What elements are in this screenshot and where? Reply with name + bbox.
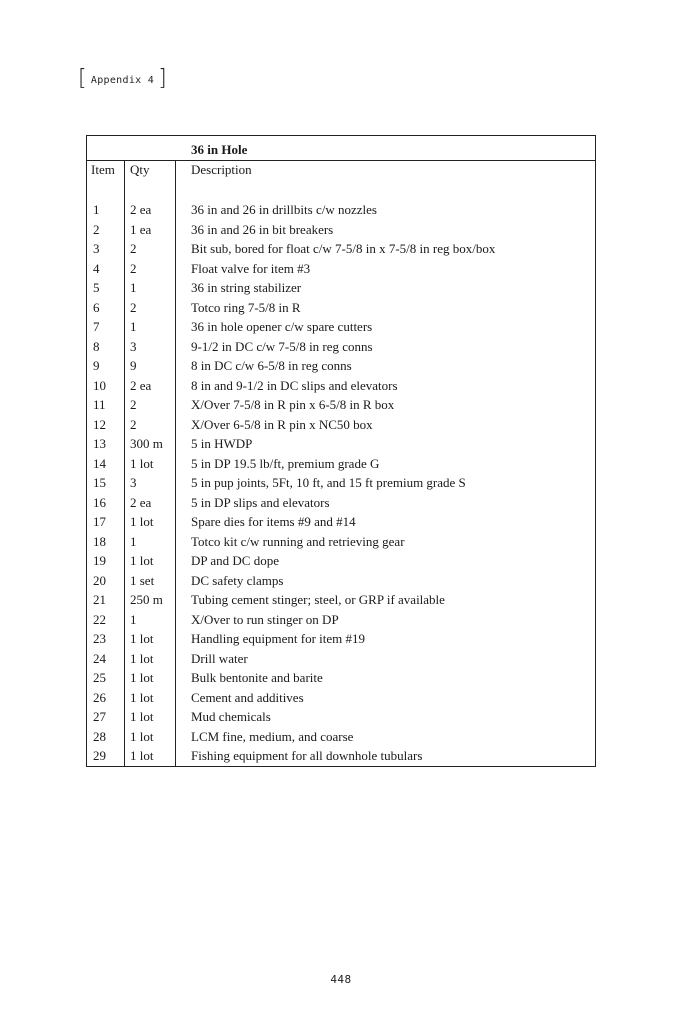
appendix-header bbox=[78, 68, 167, 90]
cell-item: 18 bbox=[93, 533, 106, 549]
table-row bbox=[87, 356, 595, 376]
cell-qty: 1 lot bbox=[130, 748, 154, 763]
cell-description: 36 in hole opener c/w spare cutters bbox=[191, 319, 373, 334]
cell-item: 22 bbox=[93, 611, 106, 627]
cell-item: 4 bbox=[93, 260, 100, 276]
table-title: 36 in Hole bbox=[191, 142, 248, 157]
cell-qty: 1 bbox=[130, 533, 137, 549]
cell-qty: 1 lot bbox=[130, 631, 154, 646]
cell-description: 5 in pup joints, 5Ft, 10 ft, and 15 ft premium grade S bbox=[191, 475, 466, 490]
cell-description: Handling equipment for item #19 bbox=[191, 631, 366, 646]
table-row bbox=[87, 434, 595, 454]
column-header-item: Item bbox=[91, 162, 115, 177]
table-row bbox=[87, 376, 595, 396]
cell-qty: 250 m bbox=[130, 592, 163, 607]
cell-qty: 1 lot bbox=[130, 553, 154, 568]
cell-item: 7 bbox=[93, 319, 100, 334]
cell-item: 13 bbox=[93, 436, 106, 451]
cell-description: 5 in DP 19.5 lb/ft, premium grade G bbox=[191, 455, 380, 471]
cell-qty: 2 bbox=[130, 260, 137, 276]
cell-item: 25 bbox=[93, 670, 106, 685]
cell-qty: 1 lot bbox=[130, 455, 154, 471]
table-row bbox=[87, 551, 595, 571]
table-row bbox=[87, 278, 595, 298]
cell-description: 36 in string stabilizer bbox=[191, 280, 302, 295]
cell-item: 28 bbox=[93, 728, 106, 744]
header-open-bracket: [ bbox=[78, 66, 87, 91]
cell-item: 17 bbox=[93, 514, 106, 529]
table-row bbox=[87, 239, 595, 259]
table-body bbox=[87, 160, 595, 766]
table-row bbox=[87, 415, 595, 435]
cell-item: 15 bbox=[93, 475, 106, 490]
table-row bbox=[87, 512, 595, 532]
cell-qty: 2 ea bbox=[130, 494, 152, 510]
cell-description: 9-1/2 in DC c/w 7-5/8 in reg conns bbox=[191, 338, 373, 354]
cell-item: 2 bbox=[93, 221, 100, 237]
cell-qty: 3 bbox=[130, 338, 137, 354]
cell-item: 16 bbox=[93, 494, 106, 510]
cell-description: DC safety clamps bbox=[191, 572, 284, 588]
cell-description: Spare dies for items #9 and #14 bbox=[191, 514, 356, 529]
cell-qty: 1 set bbox=[130, 572, 155, 588]
header-close-bracket: ] bbox=[158, 66, 167, 91]
cell-qty: 1 lot bbox=[130, 650, 154, 666]
cell-qty: 1 lot bbox=[130, 709, 154, 724]
cell-description: Cement and additives bbox=[191, 689, 304, 705]
table-rows bbox=[87, 200, 595, 766]
cell-description: Totco kit c/w running and retrieving gear bbox=[191, 533, 405, 549]
cell-description: 8 in and 9-1/2 in DC slips and elevators bbox=[191, 377, 398, 393]
table-row bbox=[87, 220, 595, 240]
cell-qty: 300 m bbox=[130, 436, 163, 451]
cell-item: 20 bbox=[93, 572, 106, 588]
page-number: 448 bbox=[330, 973, 352, 986]
cell-description: X/Over to run stinger on DP bbox=[191, 611, 339, 627]
cell-item: 19 bbox=[93, 553, 106, 568]
cell-qty: 9 bbox=[130, 358, 137, 373]
cell-qty: 1 bbox=[130, 611, 137, 627]
cell-description: Float valve for item #3 bbox=[191, 260, 311, 276]
cell-description: Totco ring 7-5/8 in R bbox=[191, 299, 301, 315]
table-row bbox=[87, 259, 595, 279]
cell-item: 1 bbox=[93, 202, 100, 217]
table-row bbox=[87, 317, 595, 337]
cell-description: Bulk bentonite and barite bbox=[191, 670, 323, 685]
table-row bbox=[87, 454, 595, 474]
cell-description: 5 in DP slips and elevators bbox=[191, 494, 330, 510]
cell-item: 29 bbox=[93, 748, 106, 763]
cell-qty: 2 bbox=[130, 397, 137, 412]
cell-description: Drill water bbox=[191, 650, 248, 666]
cell-item: 6 bbox=[93, 299, 100, 315]
table-row bbox=[87, 493, 595, 513]
cell-item: 3 bbox=[93, 241, 100, 256]
table-row bbox=[87, 649, 595, 669]
table-row bbox=[87, 532, 595, 552]
table-row bbox=[87, 610, 595, 630]
cell-description: LCM fine, medium, and coarse bbox=[191, 728, 354, 744]
cell-description: 36 in and 26 in bit breakers bbox=[191, 221, 334, 237]
cell-description: Fishing equipment for all downhole tubulars bbox=[191, 748, 423, 763]
cell-item: 5 bbox=[93, 280, 100, 295]
table-row bbox=[87, 337, 595, 357]
cell-item: 24 bbox=[93, 650, 106, 666]
table-row bbox=[87, 473, 595, 493]
table-row bbox=[87, 298, 595, 318]
table-row bbox=[87, 200, 595, 220]
table-title-row bbox=[87, 136, 595, 161]
cell-item: 23 bbox=[93, 631, 106, 646]
table-row bbox=[87, 746, 595, 766]
cell-item: 21 bbox=[93, 592, 106, 607]
table-row bbox=[87, 727, 595, 747]
cell-qty: 1 ea bbox=[130, 221, 152, 237]
cell-item: 11 bbox=[93, 397, 106, 412]
cell-item: 14 bbox=[93, 455, 106, 471]
cell-qty: 1 bbox=[130, 280, 137, 295]
cell-description: 8 in DC c/w 6-5/8 in reg conns bbox=[191, 358, 352, 373]
cell-qty: 1 lot bbox=[130, 728, 154, 744]
cell-description: X/Over 7-5/8 in R pin x 6-5/8 in R box bbox=[191, 397, 395, 412]
cell-description: Tubing cement stinger; steel, or GRP if available bbox=[191, 592, 445, 607]
table-row bbox=[87, 688, 595, 708]
cell-qty: 3 bbox=[130, 475, 137, 490]
cell-description: 36 in and 26 in drillbits c/w nozzles bbox=[191, 202, 377, 217]
cell-qty: 2 bbox=[130, 299, 137, 315]
cell-qty: 2 ea bbox=[130, 377, 152, 393]
cell-qty: 1 lot bbox=[130, 514, 154, 529]
table-row bbox=[87, 571, 595, 591]
equipment-table bbox=[86, 135, 596, 767]
cell-qty: 1 bbox=[130, 319, 137, 334]
cell-qty: 1 lot bbox=[130, 689, 154, 705]
table-row bbox=[87, 395, 595, 415]
cell-qty: 2 bbox=[130, 241, 137, 256]
table-row bbox=[87, 668, 595, 688]
column-header-description: Description bbox=[191, 162, 252, 177]
cell-item: 12 bbox=[93, 416, 106, 432]
column-header-qty: Qty bbox=[130, 162, 150, 177]
cell-description: DP and DC dope bbox=[191, 553, 279, 568]
table-row bbox=[87, 707, 595, 727]
cell-item: 27 bbox=[93, 709, 106, 724]
cell-description: Mud chemicals bbox=[191, 709, 271, 724]
table-row bbox=[87, 629, 595, 649]
appendix-label: Appendix 4 bbox=[90, 74, 155, 86]
cell-description: X/Over 6-5/8 in R pin x NC50 box bbox=[191, 416, 373, 432]
cell-item: 8 bbox=[93, 338, 100, 354]
cell-qty: 2 bbox=[130, 416, 137, 432]
cell-description: Bit sub, bored for float c/w 7-5/8 in x 7-5/8 in reg box/box bbox=[191, 241, 496, 256]
cell-item: 26 bbox=[93, 689, 106, 705]
cell-qty: 1 lot bbox=[130, 670, 154, 685]
cell-description: 5 in HWDP bbox=[191, 436, 253, 451]
table-row bbox=[87, 590, 595, 610]
cell-item: 9 bbox=[93, 358, 100, 373]
cell-item: 10 bbox=[93, 377, 106, 393]
cell-qty: 2 ea bbox=[130, 202, 152, 217]
